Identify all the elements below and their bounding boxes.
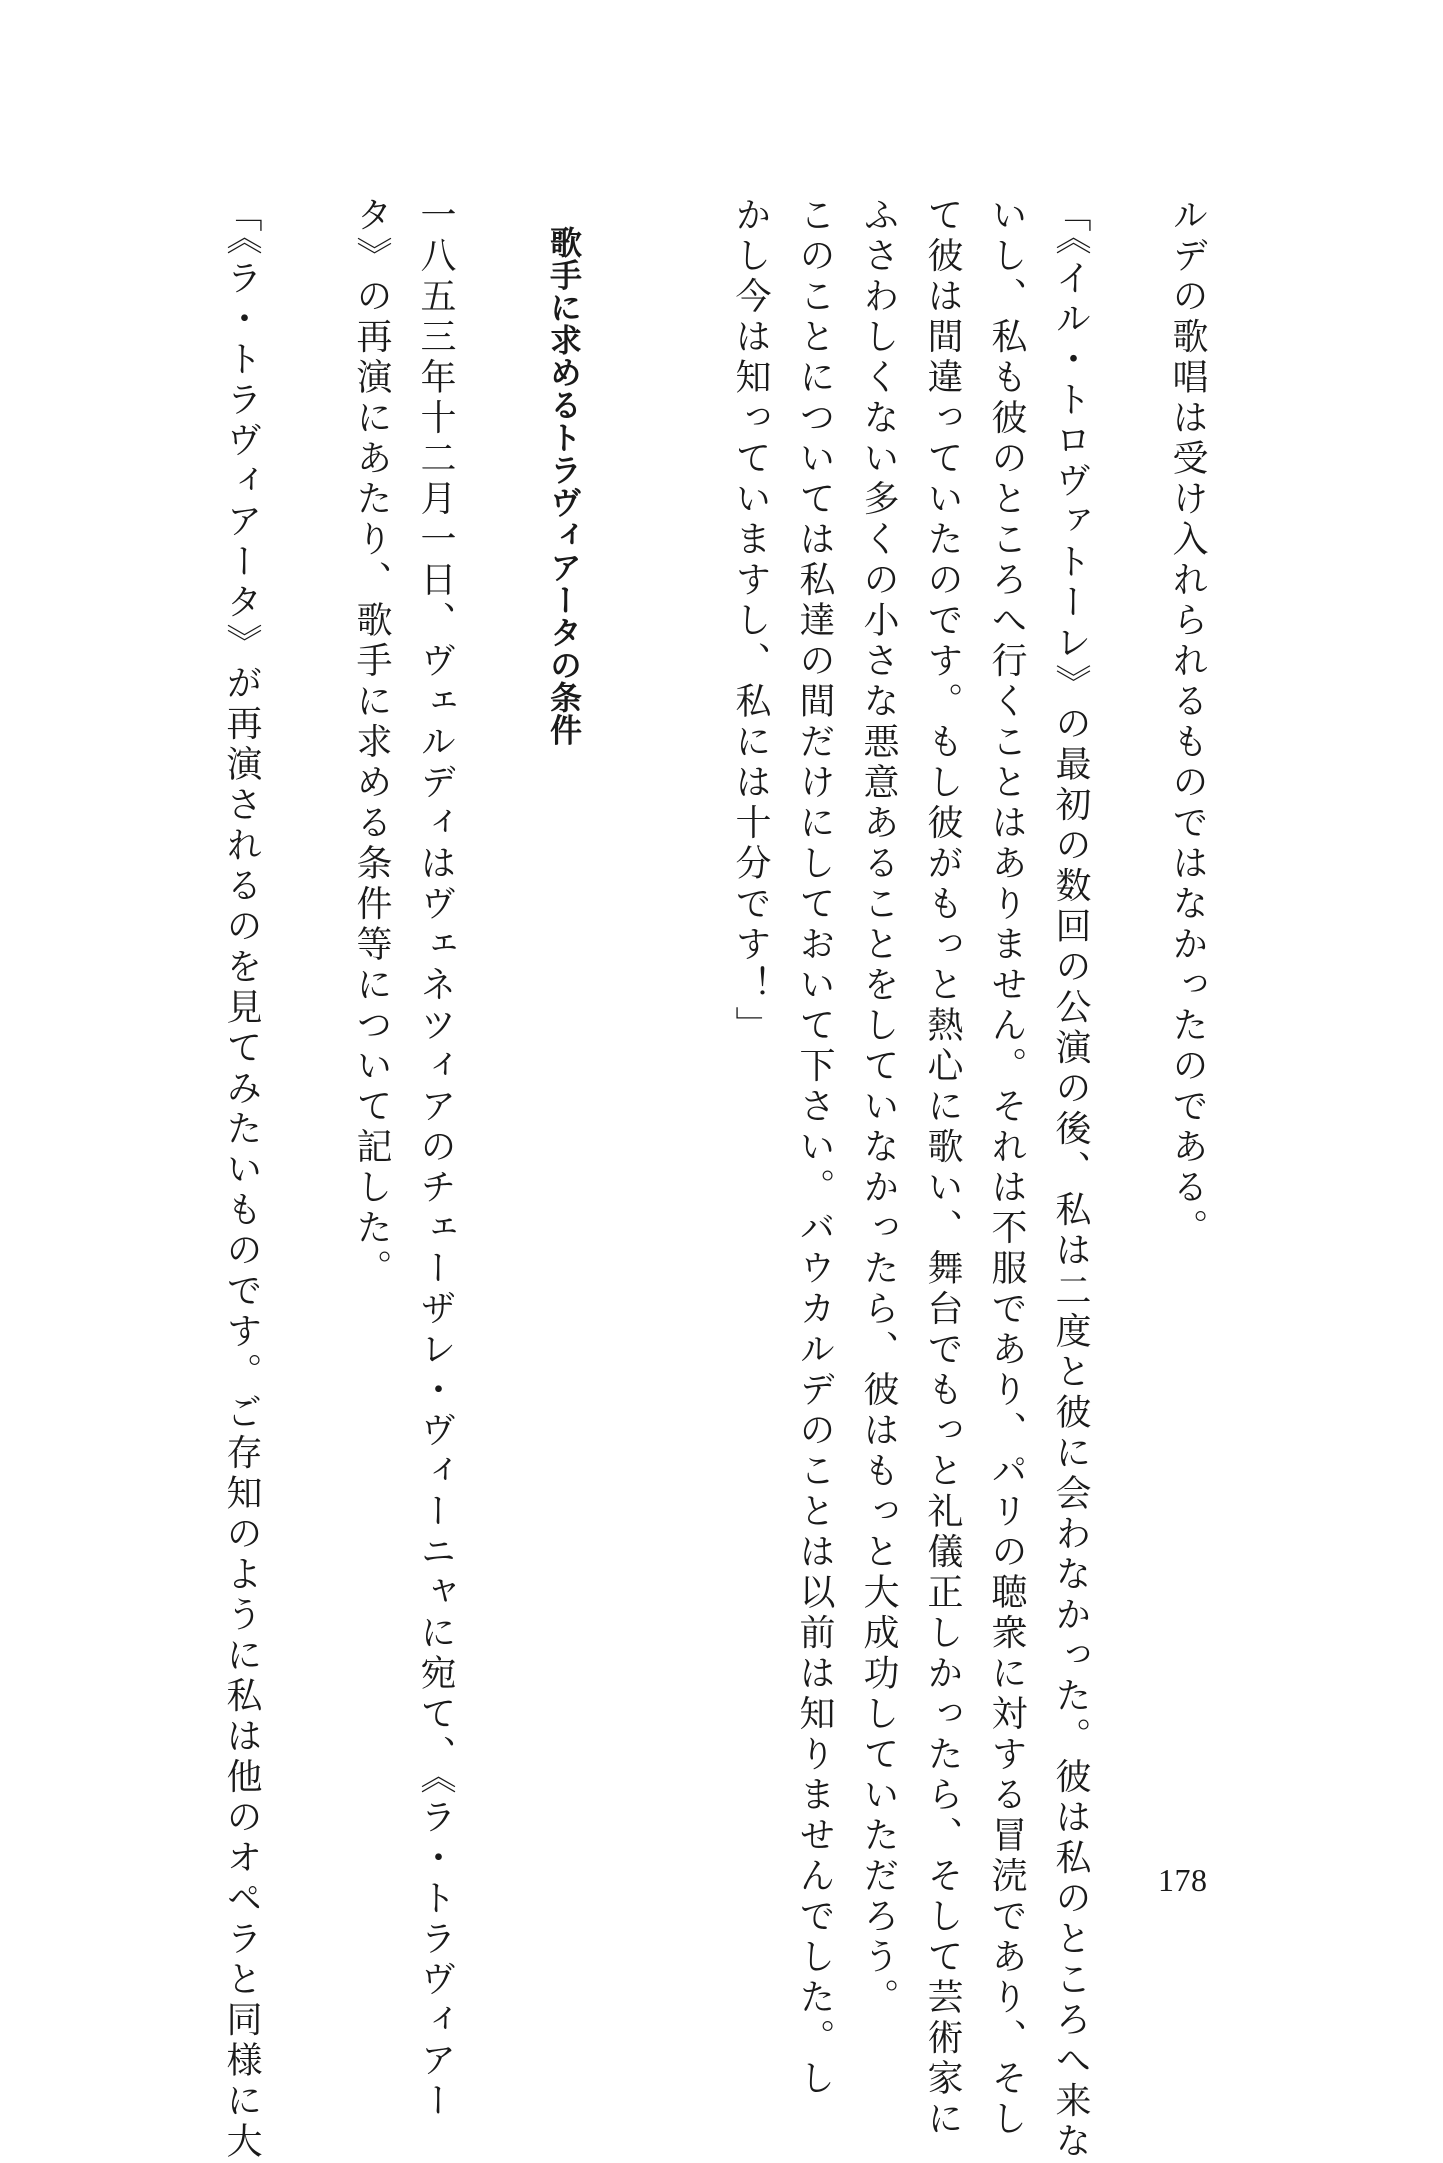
text-line-3: いし、私も彼のところへ行くことはありません。それは不服であり、パリの聴衆に対する冒涜であり、そし [986, 196, 1027, 2140]
text-line-9: タ》の再演にあたり、歌手に求める条件等について記した。 [351, 196, 392, 1290]
text-line-8: 一八五三年十二月一日、ヴェルディはヴェネツィアのチェーザレ・ヴィーニャに宛て、《ラ・トラヴィアー [415, 196, 456, 2122]
text-line-5: ふさわしくない多くの小さな悪意あることをしていなかったら、彼はもっと大成功していただろう。 [858, 196, 899, 2019]
text-line-2: 「《イル・トロヴァトーレ》の最初の数回の公演の後、私は二度と彼に会わなかった。彼は私のところへ来な [1050, 196, 1091, 2163]
text-line-10: 「《ラ・トラヴィアータ》が再演されるのを見てみたいものです。ご存知のように私は他のオペラと同様に大 [221, 196, 262, 2163]
text-line-7: かし今は知っていますし、私には十分です！」 [730, 196, 771, 1047]
text-line-6: このことについては私達の間だけにしておいて下さい。バウカルデのことは以前は知りませんでした。し [794, 196, 835, 2100]
page-number: 178 [1158, 1862, 1208, 1898]
section-heading: 歌手に求めるトラヴィアータの条件 [545, 226, 583, 746]
text-line-1: ルデの歌唱は受け入れられるものではなかったのである。 [1167, 196, 1208, 1249]
text-line-4: て彼は間違っていたのです。もし彼がもっと熱心に歌い、舞台でもっと礼儀正しかったら、そして芸術家に [922, 196, 963, 2140]
